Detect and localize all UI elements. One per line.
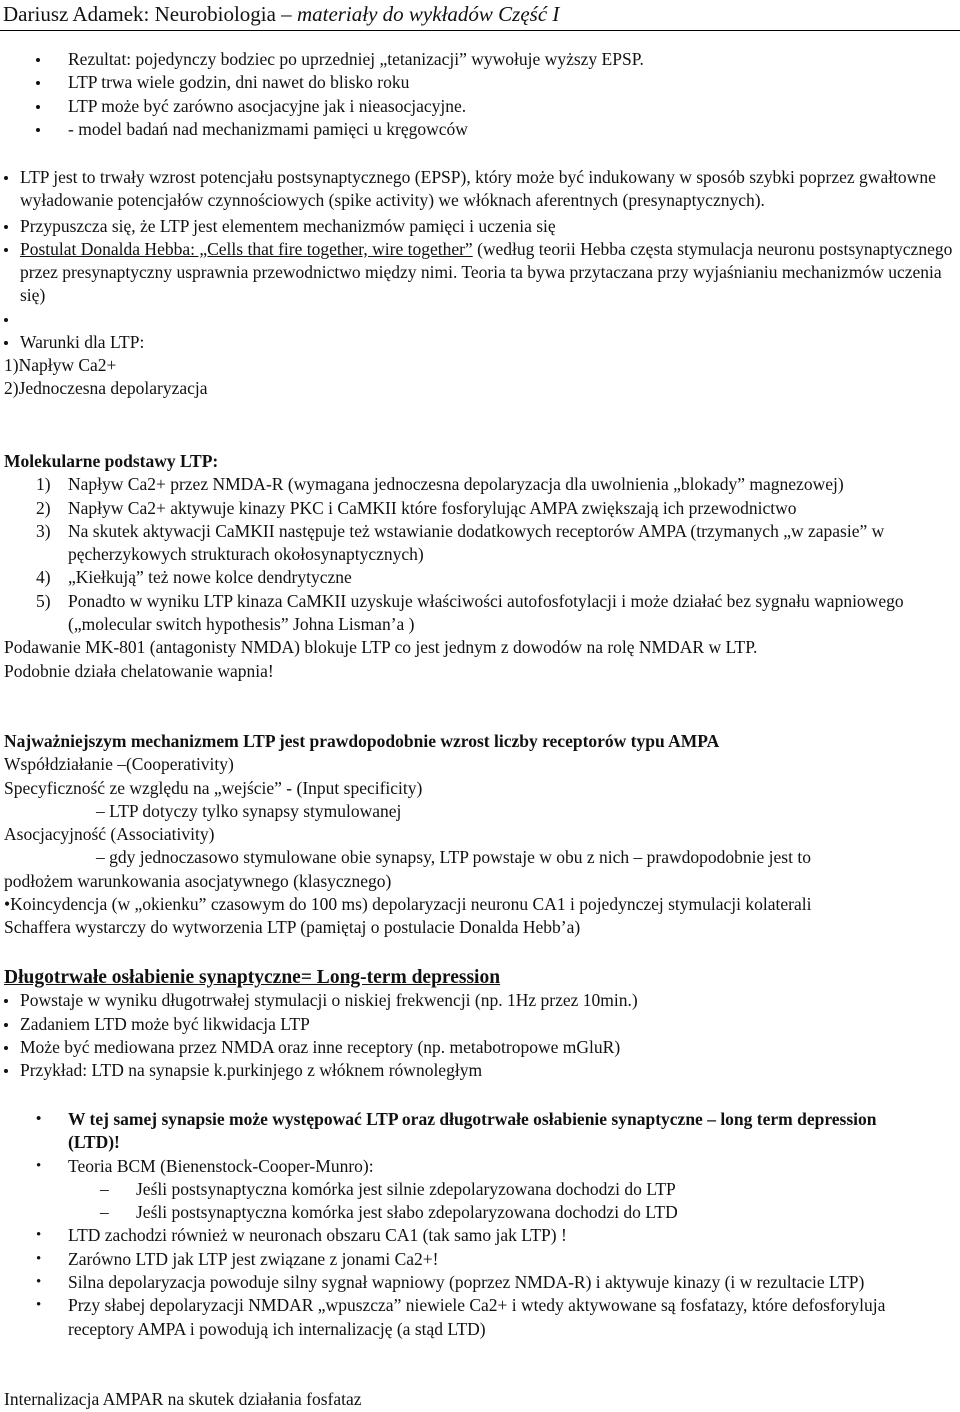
list-item: • Zarówno LTD jak LTP jest związane z jonami Ca2+! (0, 1248, 960, 1271)
paragraph: Współdziałanie –(Cooperativity) (4, 754, 234, 775)
list-item: • Silna depolaryzacja powoduje silny sygnał wapniowy (poprzez NMDA-R) i aktywuje kinazy (i w rezultacie LTP) (0, 1271, 960, 1294)
page-header (3, 2, 559, 26)
list-item: • LTD zachodzi również w neuronach obszaru CA1 (tak samo jak LTP) ! (0, 1224, 960, 1247)
bullet-icon: • (36, 1157, 42, 1174)
bullet-icon (4, 341, 8, 345)
list-item: LTP może być zarówno asocjacyjne jak i nieasocjacyjne. (0, 95, 960, 118)
bullet-icon (36, 81, 40, 85)
paragraph: – gdy jednoczasowo stymulowane obie synapsy, LTP powstaje w obu z nich – prawdopodobnie jest to (96, 847, 811, 868)
list-item: – Jeśli postsynaptyczna komórka jest słabo zdepolaryzowana dochodzi do LTD (0, 1201, 960, 1224)
list-item: LTP trwa wiele godzin, dni nawet do blisko roku (0, 71, 960, 94)
condition-2: 2)Jednoczesna depolaryzacja (4, 378, 208, 399)
list-item: Przykład: LTD na synapsie k.purkinjego z włóknem równoległym (0, 1059, 960, 1082)
list-item: • Teoria BCM (Bienenstock-Cooper-Munro): (0, 1155, 960, 1178)
list-item: Może być mediowana przez NMDA oraz inne receptory (np. metabotropowe mGluR) (0, 1036, 960, 1059)
bullet-icon: • (36, 1250, 42, 1267)
bullet-icon: • (36, 1227, 42, 1244)
paragraph: •Koincydencja (w „okienku” czasowym do 100 ms) depolaryzacji neuronu CA1 i pojedynczej stymulacji kolaterali (4, 894, 812, 915)
numbered-item: 5) Ponadto w wyniku LTP kinaza CaMKII uzyskuje właściwości autofosfotylacji i może działać bez sygnału wapniowego („molecular switch hypothesis” Johna Lisman’a ) (36, 590, 904, 635)
paragraph: podłożem warunkowania asocjatywnego (klasycznego) (4, 870, 392, 891)
bullet-icon (4, 1046, 8, 1050)
list-item (0, 308, 960, 331)
bullet-icon (4, 248, 8, 252)
ltp-definition-block (0, 166, 960, 401)
list-item: • Przy słabej depolaryzacji NMDAR „wpuszcza” niewiele Ca2+ i wtedy aktywowane są fosfatazy, które defosforyluja receptory AMPA i powodują ich internalizację (a stąd LTD) (36, 1295, 886, 1339)
dash-icon: – (100, 1202, 109, 1223)
bullet-icon: • (36, 1297, 42, 1314)
bullet-icon (4, 225, 8, 229)
list-item: - model badań nad mechanizmami pamięci u kręgowców (0, 118, 960, 141)
bcm-section (0, 1108, 960, 1341)
list-item: Warunki dla LTP: (0, 331, 960, 354)
bullet-icon: • (36, 1274, 42, 1291)
bullet-icon (4, 1023, 8, 1027)
section-title: Najważniejszym mechanizmem LTP jest prawdopodobnie wzrost liczby receptorów typu AMPA (4, 731, 720, 751)
list-item: Powstaje w wyniku długotrwałej stymulacji o niskiej frekwencji (np. 1Hz przez 10min.) (0, 989, 960, 1012)
bullet-icon (4, 999, 8, 1003)
bullet-icon (36, 128, 40, 132)
bullet-icon (36, 105, 40, 109)
list-item: Zadaniem LTD może być likwidacja LTP (0, 1013, 960, 1036)
numbered-item: 1) Napływ Ca2+ przez NMDA-R (wymagana jednoczesna depolaryzacja dla uwolnienia „blokady” magnezowej) (36, 474, 844, 495)
section-title: Molekularne podstawy LTP: (4, 451, 219, 471)
section-title: Długotrwałe osłabienie synaptyczne= Long-term depression (4, 967, 501, 988)
dash-icon: – (100, 1178, 109, 1199)
numbered-item: 4) „Kiełkują” też nowe kolce dendrytyczne (36, 567, 352, 588)
hebb-postulate: Postulat Donalda Hebba: „Cells that fire together, wire together” (20, 238, 473, 259)
condition-1: 1)Napływ Ca2+ (4, 355, 117, 376)
footer-text: Internalizacja AMPAR na skutek działania fosfataz (4, 1389, 362, 1409)
paragraph: – LTP dotyczy tylko synapsy stymulowanej (96, 800, 402, 821)
header-subtitle: materiały do wykładów Część I (296, 2, 560, 26)
molecular-basis-section (0, 450, 960, 683)
ampa-section (0, 730, 960, 940)
list-item: • W tej samej synapsie może występować LTP oraz długotrwałe osłabienie synaptyczne – long term depression (LTD)! (36, 1109, 877, 1153)
top-bullet-list (0, 48, 960, 141)
list-item: LTP jest to trwały wzrost potencjału postsynaptycznego (EPSP), który może być indukowany w sposób szybki poprzez gwałtowne wyładowanie potencjałów czynnościowych (spike activity) we włóknach aferentnych (presynaptycznych). (0, 166, 960, 213)
bullet-icon (4, 176, 8, 180)
paragraph: Podobnie działa chelatowanie wapnia! (4, 660, 274, 681)
numbered-item: 2) Napływ Ca2+ aktywuje kinazy PKC i CaMKII które fosforylując AMPA zwiększają ich przewodnictwo (36, 497, 797, 518)
list-item: Rezultat: pojedynczy bodziec po uprzedniej „tetanizacji” wywołuje wyższy EPSP. (0, 48, 960, 71)
paragraph: Schaffera wystarczy do wytworzenia LTP (pamiętaj o postulacie Donalda Hebb’a) (4, 917, 581, 938)
paragraph: Asocjacyjność (Associativity) (4, 824, 215, 845)
header-author: Dariusz Adamek: Neurobiologia – (3, 2, 297, 26)
ltd-section (0, 966, 960, 1082)
paragraph: Specyficzność ze względu na „wejście” - (Input specificity) (4, 777, 423, 798)
bullet-icon (4, 318, 8, 322)
paragraph: Podawanie MK-801 (antagonisty NMDA) blokuje LTP co jest jednym z dowodów na rolę NMDAR w LTP. (4, 637, 758, 658)
header-divider (0, 30, 960, 31)
list-item: Przypuszcza się, że LTP jest elementem mechanizmów pamięci i uczenia się (0, 215, 960, 238)
list-item: – Jeśli postsynaptyczna komórka jest silnie zdepolaryzowana dochodzi do LTP (0, 1178, 960, 1201)
list-item: Postulat Donalda Hebba: „Cells that fire together, wire together” (według teorii Hebba częsta stymulacja neuronu postsynaptycznego przez presynaptyczny usprawnia przewodnictwo między nimi. Teoria ta bywa przytaczana przy wyjaśnianiu mechanizmów uczenia się) (0, 238, 960, 308)
bullet-icon (36, 58, 40, 62)
bullet-icon: • (36, 1111, 42, 1127)
numbered-item: 3) Na skutek aktywacji CaMKII następuje też wstawianie dodatkowych receptorów AMPA (trzymanych „w zapasie” w pęcherzykowych strukturach okołosynaptycznych) (36, 520, 885, 565)
bullet-icon (4, 1069, 8, 1073)
